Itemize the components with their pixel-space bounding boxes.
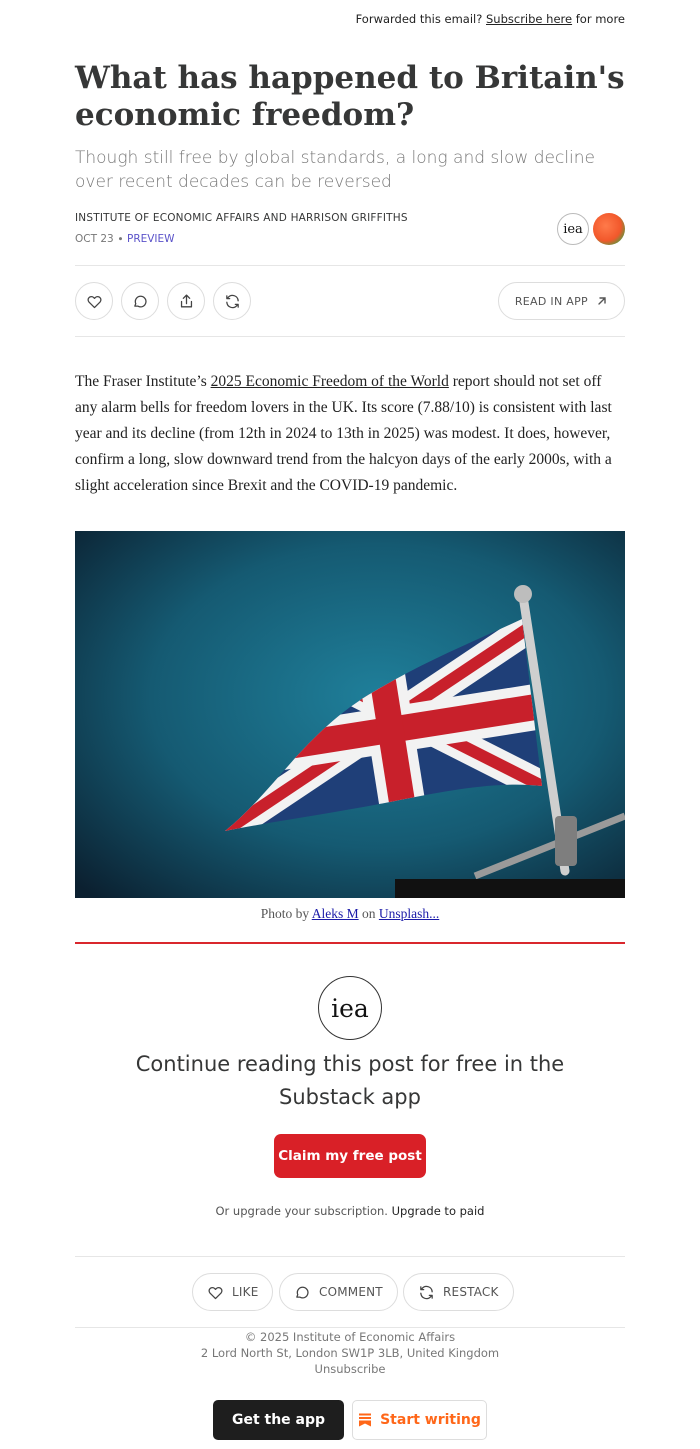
start-writing-button[interactable]	[352, 1400, 487, 1440]
caption-prefix: Photo by	[260, 906, 312, 921]
post-date: OCT 23	[75, 233, 114, 245]
divider	[75, 265, 625, 266]
caption-mid: on	[358, 906, 379, 921]
get-the-app-button[interactable]: Get the app	[213, 1400, 344, 1440]
copyright-text: © 2025 Institute of Economic Affairs	[244, 1330, 456, 1344]
read-in-app-button[interactable]	[498, 282, 625, 320]
preview-label: PREVIEW	[126, 233, 175, 245]
arrow-up-right-icon	[596, 295, 608, 307]
comment-button[interactable]	[121, 282, 159, 320]
subscribe-link[interactable]: Subscribe here	[486, 12, 573, 26]
read-in-app-label: READ IN APP	[514, 294, 588, 308]
email-footer	[0, 1329, 700, 1377]
body-text-suffix: report should not set off any alarm bells for freedom lovers in the UK. Its score (7.88/10) is consistent with last year and its decline (from 12th in 2024 to 13th in 2025) was modest. It does, however, confirm a long, slow downward trend from the halcyon days of the early 2000s, with a slight acceleration since Brexit and the COVID-19 pandemic.	[75, 373, 612, 494]
photographer-link[interactable]: Aleks M	[311, 906, 359, 921]
author-byline[interactable]: INSTITUTE OF ECONOMIC AFFAIRS AND HARRISON GRIFFITHS	[75, 212, 408, 224]
upgrade-to-paid-link[interactable]: Upgrade to paid	[391, 1204, 485, 1218]
post-body-paragraph	[75, 369, 627, 499]
iea-avatar[interactable]: iea	[557, 213, 589, 245]
union-jack-photo	[75, 531, 625, 898]
publication-logo: iea	[318, 976, 382, 1040]
address-text: 2 Lord North St, London SW1P 3LB, United Kingdom	[200, 1346, 500, 1360]
like-pill-button[interactable]	[192, 1273, 273, 1311]
upgrade-notice	[0, 1204, 700, 1218]
comment-label: COMMENT	[319, 1285, 383, 1299]
date-separator: ∙	[117, 233, 124, 245]
start-writing-label: Start writing	[380, 1412, 481, 1428]
report-link[interactable]: 2025 Economic Freedom of the World	[210, 373, 449, 390]
share-button[interactable]	[167, 282, 205, 320]
post-subtitle: Though still free by global standards, a long and slow decline over recent decades can be reversed	[75, 148, 595, 192]
author-avatar[interactable]	[593, 213, 625, 245]
forwarded-suffix: for more	[575, 12, 625, 26]
restack-label: RESTACK	[443, 1285, 499, 1299]
restack-button[interactable]	[213, 282, 251, 320]
like-label: LIKE	[232, 1285, 259, 1299]
heart-icon	[207, 1284, 224, 1301]
image-caption	[75, 906, 625, 922]
body-text-prefix: The Fraser Institute’s	[75, 373, 211, 390]
comment-icon	[294, 1284, 311, 1301]
post-title[interactable]: What has happened to Britain's economic freedom?	[75, 60, 625, 133]
heart-icon	[86, 293, 103, 310]
divider	[75, 336, 625, 337]
divider	[75, 1327, 625, 1328]
unsplash-link[interactable]: Unsplash...	[378, 906, 440, 921]
restack-icon	[224, 293, 241, 310]
unsubscribe-link[interactable]: Unsubscribe	[314, 1362, 386, 1376]
paywall-heading: Continue reading this post for free in the Substack app	[135, 1052, 565, 1109]
author-avatars	[557, 213, 625, 245]
paywall-divider	[75, 942, 625, 944]
bookmark-stack-icon	[358, 1413, 372, 1427]
post-dateline	[75, 233, 175, 245]
share-icon	[178, 293, 195, 310]
upgrade-prefix: Or upgrade your subscription.	[215, 1204, 388, 1218]
comment-icon	[132, 293, 149, 310]
restack-icon	[418, 1284, 435, 1301]
forwarded-prefix: Forwarded this email?	[355, 12, 483, 26]
comment-pill-button[interactable]	[279, 1273, 398, 1311]
divider	[75, 1256, 625, 1257]
claim-free-post-button[interactable]: Claim my free post	[274, 1134, 426, 1178]
restack-pill-button[interactable]	[403, 1273, 514, 1311]
like-button[interactable]	[75, 282, 113, 320]
forwarded-notice	[356, 12, 625, 26]
hero-image[interactable]	[75, 531, 625, 898]
